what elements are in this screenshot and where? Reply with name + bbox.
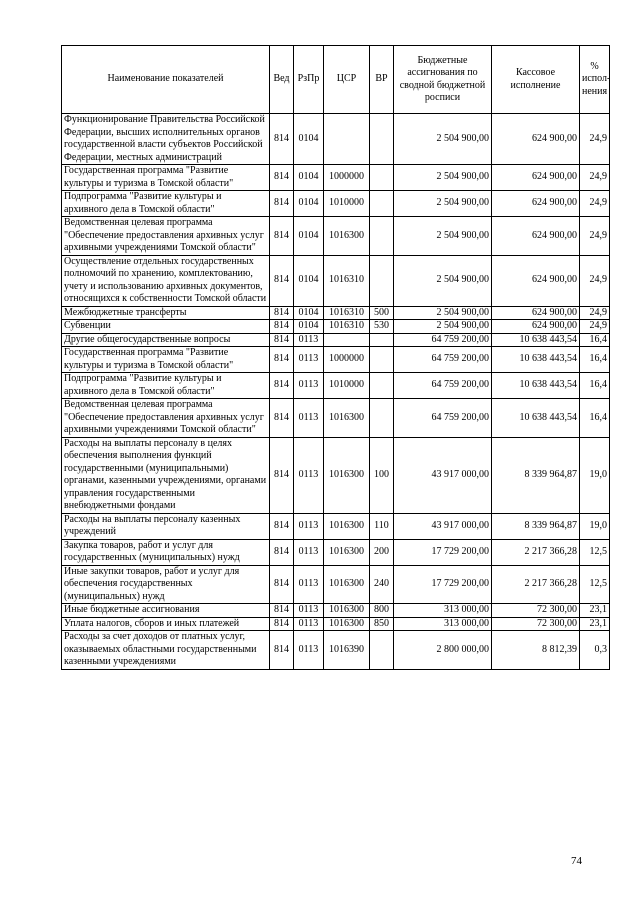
cell-vr <box>370 191 394 217</box>
cell-pct: 24,9 <box>580 217 610 256</box>
cell-vr: 240 <box>370 565 394 604</box>
cell-name: Государственная программа "Развитие культуры и туризма в Томской области" <box>62 165 270 191</box>
table-row <box>62 333 610 347</box>
cell-rzpr: 0113 <box>294 347 324 373</box>
cell-pct: 23,1 <box>580 617 610 631</box>
cell-ved: 814 <box>270 373 294 399</box>
cell-csr: 1010000 <box>324 191 370 217</box>
cell-rzpr: 0113 <box>294 539 324 565</box>
header-pct: % испол-нения <box>580 46 610 114</box>
cell-pct: 19,0 <box>580 437 610 513</box>
cell-ved: 814 <box>270 320 294 334</box>
cell-cash: 10 638 443,54 <box>492 333 580 347</box>
cell-csr: 1016300 <box>324 513 370 539</box>
cell-budget: 64 759 200,00 <box>394 347 492 373</box>
cell-ved: 814 <box>270 347 294 373</box>
cell-cash: 10 638 443,54 <box>492 399 580 438</box>
cell-cash: 2 217 366,28 <box>492 539 580 565</box>
cell-ved: 814 <box>270 399 294 438</box>
cell-ved: 814 <box>270 333 294 347</box>
header-rzpr: РзПр <box>294 46 324 114</box>
cell-cash: 624 900,00 <box>492 114 580 165</box>
cell-ved: 814 <box>270 217 294 256</box>
cell-vr <box>370 255 394 306</box>
cell-csr: 1010000 <box>324 373 370 399</box>
cell-budget: 43 917 000,00 <box>394 513 492 539</box>
cell-pct: 12,5 <box>580 565 610 604</box>
cell-ved: 814 <box>270 191 294 217</box>
table-row <box>62 255 610 306</box>
header-cash: Кассовое исполнение <box>492 46 580 114</box>
cell-name: Ведомственная целевая программа "Обеспечение предоставления архивных услуг архивными учреждениями Томской области" <box>62 217 270 256</box>
cell-vr <box>370 165 394 191</box>
cell-budget: 64 759 200,00 <box>394 333 492 347</box>
cell-pct: 24,9 <box>580 191 610 217</box>
cell-csr: 1016310 <box>324 306 370 320</box>
cell-rzpr: 0104 <box>294 320 324 334</box>
cell-budget: 2 504 900,00 <box>394 165 492 191</box>
table-row <box>62 306 610 320</box>
table-row <box>62 373 610 399</box>
table-row <box>62 617 610 631</box>
cell-name: Закупка товаров, работ и услуг для государственных (муниципальных) нужд <box>62 539 270 565</box>
cell-vr: 110 <box>370 513 394 539</box>
cell-name: Субвенции <box>62 320 270 334</box>
cell-csr: 1000000 <box>324 165 370 191</box>
cell-name: Иные закупки товаров, работ и услуг для обеспечения государственных (муниципальных) нужд <box>62 565 270 604</box>
cell-name: Иные бюджетные ассигнования <box>62 604 270 618</box>
cell-budget: 2 504 900,00 <box>394 217 492 256</box>
cell-ved: 814 <box>270 513 294 539</box>
cell-csr <box>324 114 370 165</box>
cell-cash: 8 812,39 <box>492 631 580 670</box>
cell-name: Расходы на выплаты персоналу казенных учреждений <box>62 513 270 539</box>
cell-ved: 814 <box>270 631 294 670</box>
cell-name: Расходы за счет доходов от платных услуг, оказываемых областными государственными казенными учреждениями <box>62 631 270 670</box>
cell-vr <box>370 217 394 256</box>
table-row <box>62 513 610 539</box>
cell-vr: 200 <box>370 539 394 565</box>
cell-pct: 24,9 <box>580 114 610 165</box>
cell-name: Расходы на выплаты персоналу в целях обеспечения выполнения функций государственными (муниципальными) органами, казенными учреждениями, органами управления государственными внебюджетными фондами <box>62 437 270 513</box>
cell-pct: 24,9 <box>580 306 610 320</box>
cell-budget: 313 000,00 <box>394 617 492 631</box>
cell-name: Функционирование Правительства Российской Федерации, высших исполнительных органов государственной власти субъектов Российской Федерации, местных администраций <box>62 114 270 165</box>
cell-vr <box>370 373 394 399</box>
cell-cash: 2 217 366,28 <box>492 565 580 604</box>
cell-pct: 23,1 <box>580 604 610 618</box>
cell-vr <box>370 114 394 165</box>
cell-pct: 16,4 <box>580 373 610 399</box>
cell-name: Ведомственная целевая программа "Обеспечение предоставления архивных услуг архивными учреждениями Томской области" <box>62 399 270 438</box>
cell-vr: 500 <box>370 306 394 320</box>
cell-pct: 16,4 <box>580 399 610 438</box>
cell-budget: 313 000,00 <box>394 604 492 618</box>
cell-ved: 814 <box>270 306 294 320</box>
cell-vr <box>370 347 394 373</box>
cell-vr <box>370 631 394 670</box>
table-row <box>62 347 610 373</box>
cell-pct: 16,4 <box>580 347 610 373</box>
cell-csr: 1016300 <box>324 399 370 438</box>
cell-pct: 12,5 <box>580 539 610 565</box>
header-budget: Бюджетные ассигнования по сводной бюджетной росписи <box>394 46 492 114</box>
cell-pct: 19,0 <box>580 513 610 539</box>
cell-rzpr: 0113 <box>294 565 324 604</box>
cell-pct: 24,9 <box>580 165 610 191</box>
cell-name: Подпрограмма "Развитие культуры и архивного дела в Томской области" <box>62 191 270 217</box>
cell-csr: 1000000 <box>324 347 370 373</box>
cell-ved: 814 <box>270 565 294 604</box>
cell-pct: 24,9 <box>580 320 610 334</box>
table-body <box>62 114 610 670</box>
cell-csr: 1016300 <box>324 565 370 604</box>
cell-cash: 624 900,00 <box>492 165 580 191</box>
table-row <box>62 114 610 165</box>
cell-cash: 624 900,00 <box>492 191 580 217</box>
cell-rzpr: 0113 <box>294 617 324 631</box>
cell-name: Государственная программа "Развитие культуры и туризма в Томской области" <box>62 347 270 373</box>
cell-vr <box>370 399 394 438</box>
cell-rzpr: 0104 <box>294 217 324 256</box>
cell-budget: 2 504 900,00 <box>394 255 492 306</box>
cell-ved: 814 <box>270 437 294 513</box>
budget-execution-table <box>61 45 610 670</box>
cell-cash: 10 638 443,54 <box>492 373 580 399</box>
cell-budget: 2 504 900,00 <box>394 320 492 334</box>
cell-csr: 1016300 <box>324 437 370 513</box>
cell-cash: 72 300,00 <box>492 617 580 631</box>
cell-ved: 814 <box>270 617 294 631</box>
cell-csr: 1016300 <box>324 539 370 565</box>
cell-csr: 1016300 <box>324 604 370 618</box>
cell-rzpr: 0113 <box>294 399 324 438</box>
cell-ved: 814 <box>270 114 294 165</box>
cell-pct: 24,9 <box>580 255 610 306</box>
cell-cash: 8 339 964,87 <box>492 513 580 539</box>
header-name: Наименование показателей <box>62 46 270 114</box>
header-vr: ВР <box>370 46 394 114</box>
cell-vr: 100 <box>370 437 394 513</box>
header-csr: ЦСР <box>324 46 370 114</box>
cell-cash: 624 900,00 <box>492 217 580 256</box>
table-header-row <box>62 46 610 114</box>
cell-rzpr: 0113 <box>294 437 324 513</box>
cell-budget: 17 729 200,00 <box>394 565 492 604</box>
cell-csr: 1016300 <box>324 617 370 631</box>
cell-rzpr: 0113 <box>294 373 324 399</box>
cell-rzpr: 0104 <box>294 114 324 165</box>
table-row <box>62 399 610 438</box>
cell-budget: 2 504 900,00 <box>394 114 492 165</box>
cell-name: Подпрограмма "Развитие культуры и архивного дела в Томской области" <box>62 373 270 399</box>
cell-budget: 2 800 000,00 <box>394 631 492 670</box>
table-row <box>62 631 610 670</box>
cell-csr: 1016310 <box>324 320 370 334</box>
table-row <box>62 217 610 256</box>
table-row <box>62 320 610 334</box>
cell-cash: 8 339 964,87 <box>492 437 580 513</box>
cell-cash: 72 300,00 <box>492 604 580 618</box>
cell-rzpr: 0104 <box>294 255 324 306</box>
cell-budget: 2 504 900,00 <box>394 306 492 320</box>
cell-rzpr: 0104 <box>294 191 324 217</box>
cell-budget: 17 729 200,00 <box>394 539 492 565</box>
cell-rzpr: 0113 <box>294 333 324 347</box>
cell-csr: 1016300 <box>324 217 370 256</box>
table-row <box>62 565 610 604</box>
page-number: 74 <box>571 855 582 867</box>
cell-budget: 64 759 200,00 <box>394 399 492 438</box>
table-row <box>62 539 610 565</box>
cell-vr: 800 <box>370 604 394 618</box>
cell-csr: 1016310 <box>324 255 370 306</box>
cell-cash: 624 900,00 <box>492 255 580 306</box>
cell-cash: 624 900,00 <box>492 306 580 320</box>
table-row <box>62 191 610 217</box>
cell-ved: 814 <box>270 165 294 191</box>
cell-budget: 64 759 200,00 <box>394 373 492 399</box>
cell-rzpr: 0113 <box>294 604 324 618</box>
cell-rzpr: 0104 <box>294 165 324 191</box>
cell-vr: 530 <box>370 320 394 334</box>
cell-name: Другие общегосударственные вопросы <box>62 333 270 347</box>
cell-rzpr: 0104 <box>294 306 324 320</box>
cell-name: Межбюджетные трансферты <box>62 306 270 320</box>
cell-vr: 850 <box>370 617 394 631</box>
cell-pct: 0,3 <box>580 631 610 670</box>
cell-name: Уплата налогов, сборов и иных платежей <box>62 617 270 631</box>
cell-ved: 814 <box>270 539 294 565</box>
cell-csr <box>324 333 370 347</box>
cell-csr: 1016390 <box>324 631 370 670</box>
cell-vr <box>370 333 394 347</box>
cell-rzpr: 0113 <box>294 513 324 539</box>
cell-budget: 2 504 900,00 <box>394 191 492 217</box>
cell-budget: 43 917 000,00 <box>394 437 492 513</box>
cell-name: Осуществление отдельных государственных полномочий по хранению, комплектованию, учету и использованию архивных документов, относящихся к собственности Томской области <box>62 255 270 306</box>
cell-ved: 814 <box>270 604 294 618</box>
header-ved: Вед <box>270 46 294 114</box>
table-row <box>62 604 610 618</box>
table-row <box>62 165 610 191</box>
cell-ved: 814 <box>270 255 294 306</box>
cell-rzpr: 0113 <box>294 631 324 670</box>
cell-cash: 624 900,00 <box>492 320 580 334</box>
cell-pct: 16,4 <box>580 333 610 347</box>
table-row <box>62 437 610 513</box>
cell-cash: 10 638 443,54 <box>492 347 580 373</box>
